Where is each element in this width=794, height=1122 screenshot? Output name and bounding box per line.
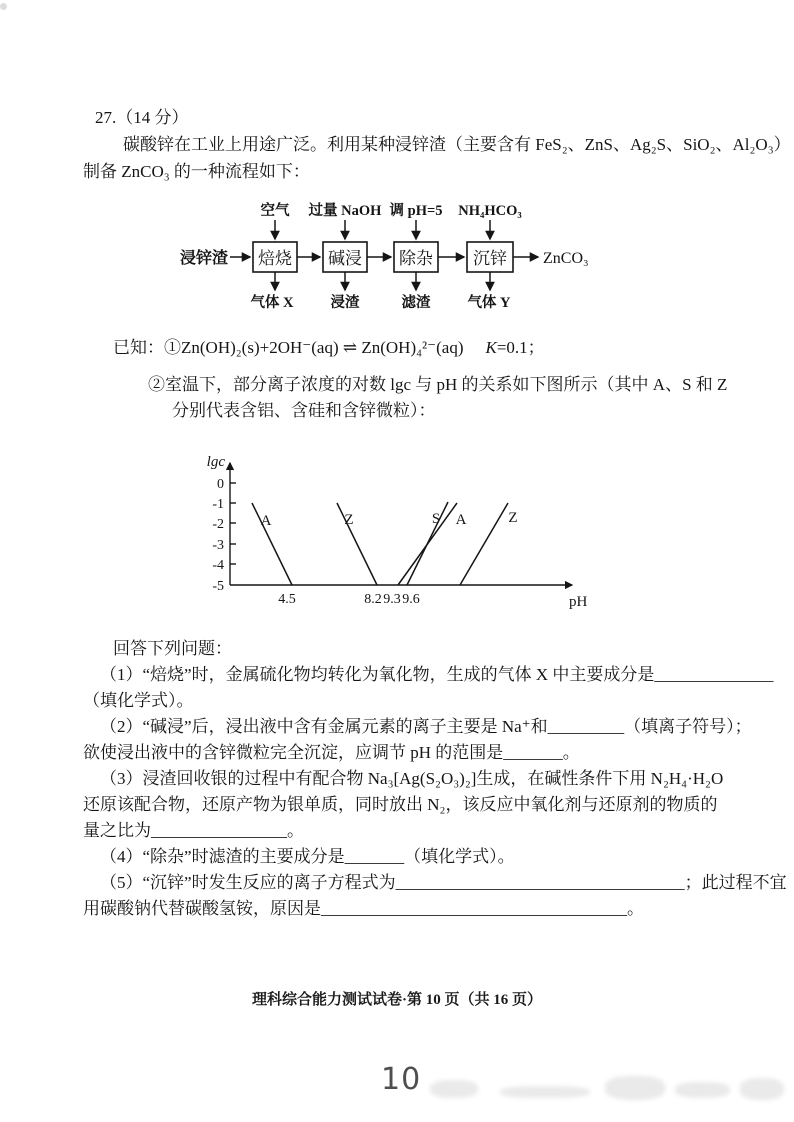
question-1-line-2: （填化学式）。: [83, 691, 194, 710]
flow-bottom-label-residue2: 滤渣: [401, 295, 431, 311]
label-S-ascending: S: [431, 511, 441, 527]
equilibrium-constant-symbol: K: [485, 338, 497, 357]
question-3-line-2: 还原该配合物，还原产物为银单质，同时放出 N₂，该反应中氧化剂与还原剂的物质的: [83, 795, 718, 814]
x-tick-label-9p3: 9.3: [383, 592, 401, 607]
line-A-descending: [252, 503, 292, 585]
x-tick-label-9p6: 9.6: [402, 592, 420, 607]
line-Z-ascending: [460, 503, 508, 585]
flow-box-roast-label: 焙烧: [258, 249, 292, 268]
known-item-1: [113, 336, 545, 360]
line-S-ascending: [407, 502, 448, 585]
flow-bottom-label-residue1: 浸渣: [330, 295, 360, 311]
x-tick-label-8p2: 8.2: [364, 592, 382, 607]
process-flow-diagram: [172, 197, 602, 315]
question-2-line-1: （2）“碱浸”后，浸出液中含有金属元素的离子主要是 Na⁺和_________（填离子符号）；: [100, 717, 752, 736]
footer-text: 理科综合能力测试试卷·第 10 页（共 16 页）: [251, 992, 542, 1008]
flow-box-precipitate-label: 沉锌: [473, 249, 507, 268]
flow-output-label: ZnCO₃: [543, 250, 589, 267]
flow-top-label-air: 空气: [260, 203, 290, 219]
y-tick-label-m5: -5: [212, 579, 224, 594]
intro-line-1: 碳酸锌在工业上用途广泛。利用某种浸锌渣（主要含有 FeS₂、ZnS、Ag₂S、SiO₂、Al₂O₃）: [123, 135, 791, 154]
known-item-1-prefix: 已知：①: [113, 338, 181, 357]
flow-bottom-label-gas-y: 气体 Y: [467, 295, 511, 311]
equilibrium-constant-value: =0.1；: [496, 338, 545, 357]
question-3-line-1: （3）浸渣回收银的过程中有配合物 Na₃[Ag(S₂O₃)₂]生成，在碱性条件下用 N₂H₄·H₂O: [100, 769, 724, 788]
question-2-line-2: 欲使浸出液中的含锌微粒完全沉淀，应调节 pH 的范围是_______。: [83, 743, 580, 762]
question-1-line-1: （1）“焙烧”时，金属硫化物均转化为氧化物，生成的气体 X 中主要成分是______________: [100, 665, 774, 684]
known-item-1-formula: Zn(OH)₂(s)+2OH⁻(aq) ⇌ Zn(OH)₄²⁻(aq): [181, 338, 464, 357]
page-number: 10: [381, 1062, 422, 1097]
scan-watermark: [430, 1072, 790, 1106]
flow-bottom-label-gas-x: 气体 X: [250, 295, 294, 311]
line-Z-descending: [337, 503, 377, 585]
y-tick-label-m2: -2: [212, 517, 224, 532]
question-5-line-1: （5）“沉锌”时发生反应的离子方程式为__________________________________；此过程不宜: [100, 873, 787, 892]
questions-prompt: 回答下列问题：: [113, 639, 232, 658]
flow-top-label-ph5: 调 pH=5: [389, 203, 443, 219]
flow-box-purify-label: 除杂: [399, 249, 433, 268]
intro-line-2: 制备 ZnCO₃ 的一种流程如下：: [83, 162, 310, 181]
known-item-2-line-1: ②室温下，部分离子浓度的对数 lgc 与 pH 的关系如下图所示（其中 A、S 和 Z: [148, 375, 728, 394]
y-tick-label-m1: -1: [212, 497, 224, 512]
x-tick-label-4p5: 4.5: [278, 592, 296, 607]
known-item-2-line-2: 分别代表含铝、含硅和含锌微粒）：: [172, 401, 436, 420]
label-A-ascending: A: [455, 512, 467, 528]
y-tick-label-m4: -4: [212, 558, 224, 573]
flow-input-label: 浸锌渣: [180, 250, 229, 267]
y-tick-label-0: 0: [217, 477, 224, 492]
scan-artifact: [0, 3, 7, 10]
x-axis-label: pH: [569, 594, 588, 610]
question-5-line-2: 用碳酸钠代替碳酸氢铵，原因是____________________________________。: [83, 899, 644, 918]
y-axis-label: lgc: [206, 454, 225, 470]
question-4-line-1: （4）“除杂”时滤渣的主要成分是_______（填化学式）。: [100, 847, 515, 866]
label-Z-descending: Z: [344, 512, 354, 528]
question-3-line-3: 量之比为________________。: [83, 821, 304, 840]
label-A-descending: A: [260, 513, 272, 529]
question-number: 27.（14 分）: [95, 108, 189, 127]
lgc-ph-graph: [195, 448, 593, 613]
y-tick-label-m3: -3: [212, 538, 224, 553]
flow-box-leach-label: 碱浸: [328, 249, 362, 268]
label-Z-ascending: Z: [508, 510, 518, 526]
flow-top-label-naoh: 过量 NaOH: [308, 203, 382, 219]
flow-top-label-nh4hco3: NH₄HCO₃: [458, 203, 522, 219]
